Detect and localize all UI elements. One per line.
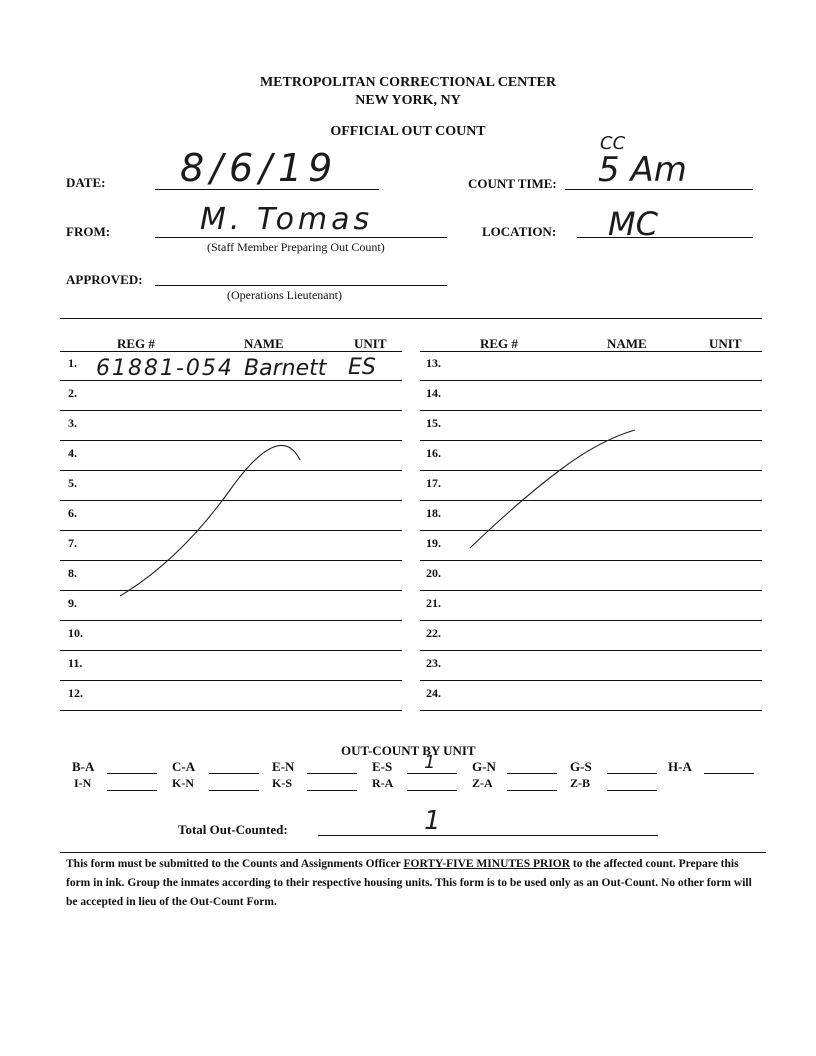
row-number: 16. bbox=[426, 446, 441, 460]
row-number: 6. bbox=[68, 506, 77, 520]
unit-label-zb: Z-B bbox=[570, 776, 591, 790]
row-number: 17. bbox=[426, 476, 441, 490]
count-time-label: COUNT TIME: bbox=[468, 176, 557, 191]
entry-unit[interactable]: ES bbox=[348, 355, 376, 380]
row-number: 19. bbox=[426, 536, 441, 550]
row-number: 23. bbox=[426, 656, 441, 670]
left-name-header: NAME bbox=[244, 336, 284, 351]
row-number: 9. bbox=[68, 596, 77, 610]
row-number: 18. bbox=[426, 506, 441, 520]
unit-label-gs: G-S bbox=[570, 759, 592, 774]
count-time-annotation: CC bbox=[600, 133, 626, 154]
total-label: Total Out-Counted: bbox=[178, 822, 288, 837]
left-unit-header: UNIT bbox=[354, 336, 387, 351]
unit-label-es: E-S bbox=[372, 759, 393, 774]
row-number: 15. bbox=[426, 416, 441, 430]
footer-note bbox=[66, 855, 756, 912]
right-reg-header: REG # bbox=[480, 336, 518, 351]
unit-line-ra[interactable] bbox=[407, 790, 457, 791]
date-field[interactable]: 8/6/19 bbox=[180, 146, 339, 190]
row-number: 21. bbox=[426, 596, 441, 610]
unit-line-kn[interactable] bbox=[209, 790, 259, 791]
unit-line-gs[interactable] bbox=[607, 773, 657, 774]
form-title: OFFICIAL OUT COUNT bbox=[330, 124, 486, 139]
unit-label-ca: C-A bbox=[172, 759, 196, 774]
row-number: 20. bbox=[426, 566, 441, 580]
footer-divider bbox=[60, 852, 766, 853]
unit-line-ca[interactable] bbox=[209, 773, 259, 774]
entry-reg[interactable]: 61881-054 bbox=[96, 356, 234, 381]
row-number: 14. bbox=[426, 386, 441, 400]
unit-line-ha[interactable] bbox=[704, 773, 754, 774]
unit-line-es[interactable] bbox=[407, 773, 457, 774]
unit-line-gn[interactable] bbox=[507, 773, 557, 774]
footer-note-part2: to the affected count. Prepare this form in ink. Group the inmates according to their respective housing units. This form is to be used only as an Out-Count. No other form will be accepted in lieu of the Out-Count Form. bbox=[66, 858, 752, 908]
institution-title: METROPOLITAN CORRECTIONAL CENTER bbox=[259, 75, 557, 90]
location-field[interactable]: MC bbox=[608, 205, 658, 243]
approved-label: APPROVED: bbox=[66, 272, 143, 287]
total-line[interactable] bbox=[318, 835, 658, 836]
unit-label-ks: K-S bbox=[272, 776, 293, 790]
unit-label-ha: H-A bbox=[668, 759, 692, 774]
from-field[interactable]: M. Tomas bbox=[200, 202, 374, 237]
unit-label-ba: B-A bbox=[72, 759, 95, 774]
approved-caption: (Operations Lieutenant) bbox=[227, 288, 342, 302]
location-label: LOCATION: bbox=[482, 224, 557, 239]
out-count-title: OUT-COUNT BY UNIT bbox=[341, 743, 476, 758]
row-number: 1. bbox=[68, 356, 77, 370]
footer-note-part1: This form must be submitted to the Counts and Assignments Officer bbox=[66, 858, 404, 870]
unit-line-in[interactable] bbox=[107, 790, 157, 791]
row-number: 11. bbox=[68, 656, 83, 670]
unit-label-za: Z-A bbox=[472, 776, 493, 790]
unit-label-en: E-N bbox=[272, 759, 295, 774]
row-number: 24. bbox=[426, 686, 441, 700]
total-value[interactable]: 1 bbox=[424, 806, 441, 836]
unit-label-kn: K-N bbox=[172, 776, 194, 790]
left-reg-header: REG # bbox=[117, 336, 155, 351]
row-number: 22. bbox=[426, 626, 441, 640]
right-void-slash bbox=[470, 430, 635, 548]
right-unit-header: UNIT bbox=[709, 336, 742, 351]
city-title: NEW YORK, NY bbox=[355, 93, 461, 108]
row-number: 8. bbox=[68, 566, 77, 580]
row-number: 3. bbox=[68, 416, 77, 430]
unit-line-za[interactable] bbox=[507, 790, 557, 791]
row-number: 10. bbox=[68, 626, 83, 640]
row-number: 7. bbox=[68, 536, 77, 550]
row-number: 12. bbox=[68, 686, 83, 700]
row-number: 5. bbox=[68, 476, 77, 490]
row-number: 4. bbox=[68, 446, 77, 460]
row-number: 13. bbox=[426, 356, 441, 370]
unit-label-gn: G-N bbox=[472, 759, 496, 774]
date-label: DATE: bbox=[66, 175, 106, 190]
right-name-header: NAME bbox=[607, 336, 647, 351]
left-void-slash bbox=[120, 445, 300, 596]
count-time-field[interactable]: 5 Am bbox=[598, 150, 687, 190]
unit-line-en[interactable] bbox=[307, 773, 357, 774]
from-label: FROM: bbox=[66, 224, 111, 239]
unit-line-zb[interactable] bbox=[607, 790, 657, 791]
unit-line-ba[interactable] bbox=[107, 773, 157, 774]
unit-line-ks[interactable] bbox=[307, 790, 357, 791]
unit-label-ra: R-A bbox=[372, 776, 394, 790]
from-caption: (Staff Member Preparing Out Count) bbox=[207, 240, 385, 254]
row-number: 2. bbox=[68, 386, 77, 400]
unit-label-in: I-N bbox=[74, 776, 92, 790]
footer-note-emphasis: FORTY-FIVE MINUTES PRIOR bbox=[403, 858, 571, 870]
unit-value-es[interactable]: 1 bbox=[424, 752, 436, 773]
entry-name[interactable]: Barnett bbox=[244, 356, 327, 381]
